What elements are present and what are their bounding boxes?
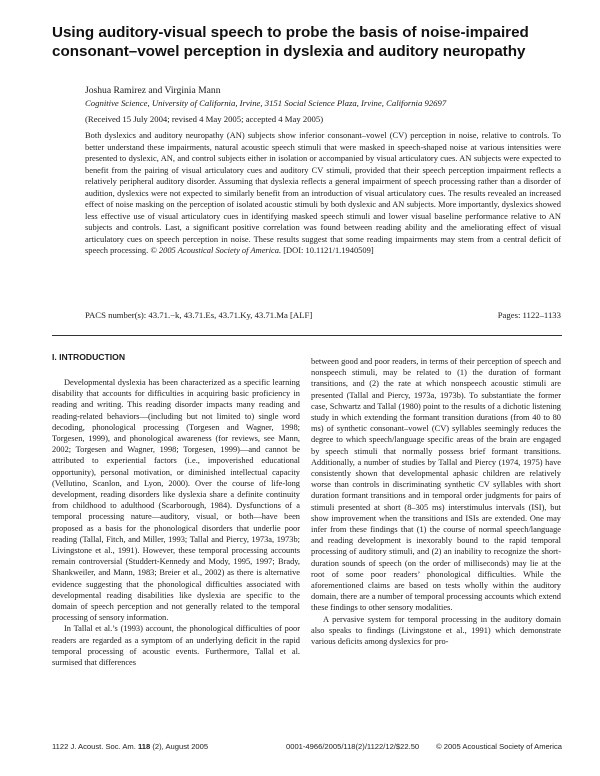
- journal-citation: [52, 742, 208, 751]
- paragraph: In Tallal et al.’s (1993) account, the phonological difficulties of poor readers are regarded as a symptom of an underlying deficit in the rapid temporal processing of acoustic events. Furthermore, Tallal et al. surmised that differences: [52, 624, 300, 668]
- header-divider: [52, 335, 562, 336]
- paragraph: A pervasive system for temporal processing in the auditory domain also speaks to findings (Livingstone et al., 1991) which demonstrate various deficits among dyslexics for pro-: [311, 614, 561, 647]
- affiliation: Cognitive Science, University of California, Irvine, 3151 Social Science Plaza, Irvine, California 92697: [85, 98, 447, 108]
- abstract-body: Both dyslexics and auditory neuropathy (AN) subjects show inferior consonant–vowel (CV) perception in noise, relative to controls. To better understand these impairments, natural acoustic speech stimuli that were masked in speech-shaped noise at various intensities were presented to dyslexic, AN, and control subjects either in isolation or accompanied by visual articulatory cues. AN subjects were expected to benefit from the pairing of visual articulatory cues and auditory CV stimuli, provided that their speech perception impairment reflects a relatively peripheral auditory disorder. Assuming that dyslexia reflects a general impairment of speech processing rather than a disorder of audition, dyslexics were not expected to similarly benefit from an introduction of visual articulatory cues. The results revealed an increased effect of noise masking on the perception of isolated acoustic stimuli by both dyslexic and AN subjects. More importantly, dyslexics showed less effective use of visual articulatory cues in identifying masked speech stimuli and lower visual baseline performance relative to AN subjects and controls. Last, a significant positive correlation was found between reading ability and the ameliorating effect of visual articulatory cues on speech perception in noise. These results suggest that some reading impairments may stem from a central deficit of speech processing.: [85, 130, 561, 256]
- abstract-copyright: © 2005 Acoustical Society of America.: [150, 245, 282, 256]
- volume: 118: [137, 742, 151, 751]
- page-range: Pages: 1122–1133: [497, 310, 561, 320]
- section-heading: I. INTRODUCTION: [52, 352, 126, 362]
- article-code: 0001-4966/2005/118(2)/1122/12/$22.50: [286, 742, 420, 751]
- issue-date: (2), August 2005: [152, 742, 209, 751]
- right-column: [311, 356, 561, 647]
- footer-copyright: © 2005 Acoustical Society of America: [436, 742, 562, 751]
- abstract: [85, 130, 561, 257]
- left-column: [52, 377, 300, 668]
- paper-title: Using auditory-visual speech to probe the basis of noise-impaired consonant–vowel perception in dyslexia and auditory neuropathy: [52, 24, 529, 60]
- paragraph: Developmental dyslexia has been characterized as a specific learning disability that accounts for difficulties in acquiring basic proficiency in reading and writing. This reading disorder impacts many reading and reading-related behaviors—(including but not limited to) single word decoding, phonological processing (Torgesen and Wagner, 1998; Torgesen, 1999), and phonological awareness (for reviews, see Mann, 2002; Torgesen and Wagner, 1998; Torgesen, 1999)—and cannot be attributed to experiential factors (i.e., impoverished educational opportunity), personal motivation, or diminished intellectual capacity (Vellutino, Scanlon, and Lyon, 2000). Over the course of life-long development, reading disorders like dyslexia share a definite continuity from childhood to adulthood (Scarborough, 1984). Dysfunctions of a temporal processing nature—auditory, visual, or both—have been proposed as a basis for the phonological disorders that underlie poor reading (Tallal, Fitch, and Miller, 1993; Tallal and Piercy, 1973a, 1973b; Livingstone et al., 1991). However, these temporal processing accounts remain controversial (Studdert-Kennedy and Mody, 1995, 1997; Brady, Shankweiler, and Mann, 1983; Breier et al., 2002) as there is alternative evidence suggesting that the phonological difficulties associated with developmental reading disabilities like dyslexia are specific to the domain of speech perception and not generally related to the temporal processing of sensory information.: [52, 378, 300, 623]
- received-dates: (Received 15 July 2004; revised 4 May 2005; accepted 4 May 2005): [85, 114, 324, 124]
- authors: Joshua Ramirez and Virginia Mann: [85, 85, 221, 96]
- paragraph: between good and poor readers, in terms of their perception of speech and nonspeech stimuli, may be related to (1) the duration of formant transitions, and (2) the rate at which nonspeech acoustic stimuli are presented (Tallal and Piercy, 1973a, 1973b). To substantiate the former case, Schwartz and Tallal (1980) point to the results of a dichotic listening study in which extending the formant transition durations (from 40 to 80 ms) of synthetic consonant–vowel (CV) syllables seemingly reduces the degree to which speech/language specific areas of the brain are engaged by speech stimuli that normally possess brief formant transitions. Additionally, a number of studies by Tallal and Piercy (1974, 1975) have consistently shown that developmental aphasic children are relatively worse than controls in discriminating synthetic CV syllables with short duration formant transitions and in temporal order judgments for pairs of stimuli presented at short (8–305 ms) interstimulus intervals (ISI), but show improvement when the transitions and ISIs are extended. One may infer from these findings that (1) the course of normal speech/language and reading development is inexorably bound to the rapid temporal processing of auditory stimuli, and (2) an inability to recognize the short-duration sounds of speech (on the order of milliseconds) may lie at the root of some poor readers’ phonological difficulties. While the aforementioned claims are based on tests wholly within the auditory domain, there are a number of temporal processing accounts which extend these findings to other sensory modalities.: [311, 357, 561, 613]
- journal-name: 1122 J. Acoust. Soc. Am.: [52, 742, 136, 751]
- pacs-numbers: PACS number(s): 43.71.−k, 43.71.Es, 43.71.Ky, 43.71.Ma [ALF]: [85, 310, 313, 320]
- doi: [DOI: 10.1121/1.1940509]: [283, 245, 374, 256]
- pacs-line: [85, 310, 561, 321]
